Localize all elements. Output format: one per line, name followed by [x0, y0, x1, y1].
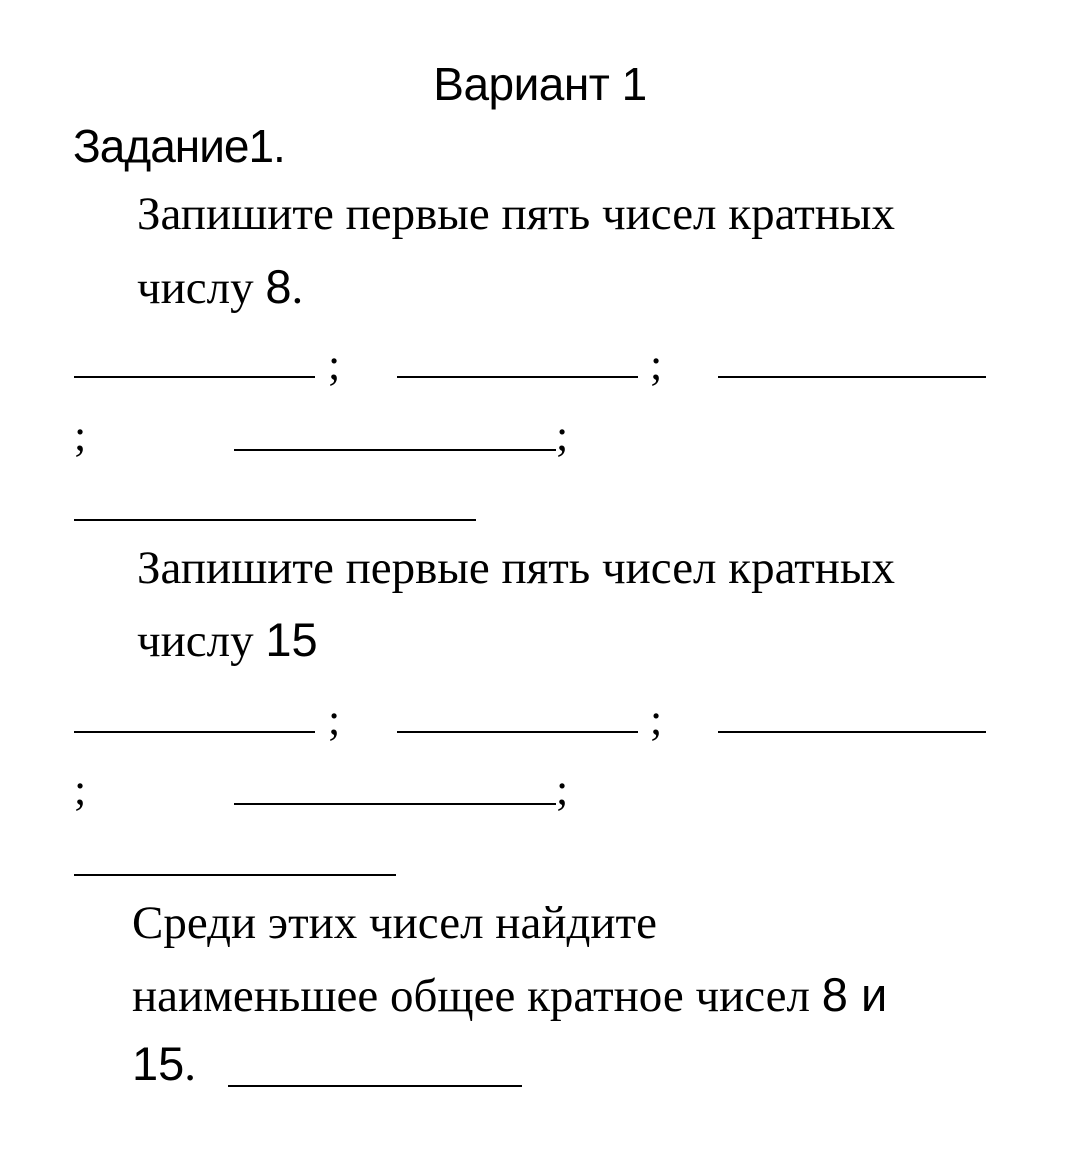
q3-numbers: 8 и — [821, 968, 888, 1021]
q2-answer-blank-4[interactable] — [234, 803, 556, 805]
q3-answer-blank[interactable] — [228, 1085, 522, 1087]
q1-separator-1: ; — [328, 340, 341, 389]
q3-suffix: . — [184, 1039, 197, 1091]
q1-line1: Запишите первые пять чисел кратных — [137, 188, 896, 240]
q1-line2-prefix: числу — [137, 262, 266, 314]
q2-separator-2: ; — [650, 695, 663, 744]
q2-line2-prefix: числу — [137, 615, 266, 667]
q1-answer-blank-2[interactable] — [397, 376, 638, 378]
q1-suffix: . — [291, 262, 304, 314]
q3-line1: Среди этих чисел найдите — [132, 897, 657, 949]
q1-separator-3: ; — [74, 411, 87, 460]
q3-line3 — [132, 1035, 196, 1094]
q3-line2-prefix: наименьшее общее кратное чисел — [132, 970, 822, 1022]
q3-line2 — [132, 966, 887, 1025]
q1-answer-blank-4[interactable] — [234, 449, 556, 451]
q1-line2 — [137, 258, 303, 317]
q2-line2 — [137, 611, 318, 670]
task-heading: Задание1. — [73, 120, 285, 172]
q2-answer-blank-1[interactable] — [74, 731, 315, 733]
q1-answer-blank-1[interactable] — [74, 376, 315, 378]
q2-answer-blank-3[interactable] — [718, 731, 986, 733]
q2-separator-4: ; — [556, 765, 569, 814]
q2-answer-blank-5[interactable] — [74, 874, 396, 876]
q2-separator-3: ; — [74, 765, 87, 814]
q2-answer-blank-2[interactable] — [397, 731, 638, 733]
q1-separator-2: ; — [650, 340, 663, 389]
q1-separator-4: ; — [556, 411, 569, 460]
variant-title: Вариант 1 — [433, 58, 647, 110]
q1-number: 8 — [265, 260, 292, 313]
q3-number-15: 15 — [132, 1037, 185, 1090]
q2-number: 15 — [265, 613, 318, 666]
q2-separator-1: ; — [328, 695, 341, 744]
q2-line1: Запишите первые пять чисел кратных — [137, 542, 896, 594]
q1-answer-blank-5[interactable] — [74, 519, 476, 521]
q1-answer-blank-3[interactable] — [718, 376, 986, 378]
